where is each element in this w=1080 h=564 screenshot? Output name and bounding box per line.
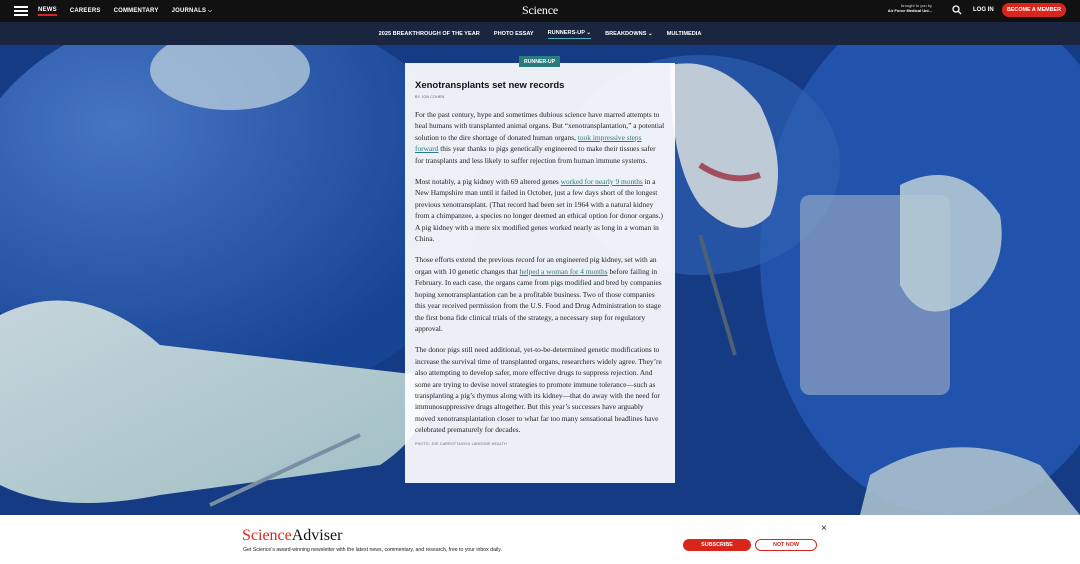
article-paragraph-2 (415, 176, 665, 244)
p3-text-b: before failing in February. In each case, the organs came from pigs modified and bred by companies hoping xenotransplantation can be a profitable business. Two of those companies this year received permission from the U.S. Food and Drug Administration to stage the first bona fide clinical trials of the strategy, a necessary step for regulatory approval. (415, 266, 662, 333)
photo-credit: PHOTO: JOE CARROTTA/NYU LANGONE HEALTH (415, 441, 507, 446)
section-navigation (0, 22, 1080, 45)
p2-link[interactable]: worked for nearly 9 months (560, 177, 643, 187)
sponsor-line-2[interactable]: Air Force Medical Uni... (887, 8, 932, 13)
p1-text-b: this year thanks to pigs genetically engineered to make their tissues safer for transplants and less likely to suffer rejection from human immune systems. (415, 144, 656, 165)
article-paragraph-1 (415, 109, 665, 166)
login-link[interactable]: LOG IN (973, 7, 994, 13)
newsletter-banner (0, 515, 1080, 564)
chevron-down-icon: ⌄ (586, 30, 592, 36)
chevron-down-icon: ⌄ (648, 30, 653, 37)
nav-commentary[interactable]: COMMENTARY (113, 8, 159, 14)
p1-link[interactable]: took impressive steps forward (415, 132, 642, 154)
logo-science-part: Science (242, 527, 292, 544)
primary-nav (38, 7, 212, 16)
runner-up-badge: RUNNER-UP (519, 56, 560, 67)
tab-breakdowns[interactable] (605, 29, 653, 39)
close-icon[interactable]: × (821, 523, 827, 534)
menu-icon[interactable] (14, 6, 28, 16)
newsletter-description: Get Science’s award-winning newsletter with the latest news, commentary, and research, free to your inbox daily. (243, 547, 502, 553)
science-adviser-logo (242, 527, 342, 545)
tab-runners-up[interactable] (548, 28, 591, 39)
tab-breakthrough[interactable]: 2025 BREAKTHROUGH OF THE YEAR (378, 30, 480, 37)
top-navigation (0, 0, 1080, 22)
nav-careers[interactable]: CAREERS (69, 8, 101, 14)
search-icon[interactable] (952, 5, 962, 15)
tab-multimedia[interactable]: MULTIMEDIA (666, 30, 702, 37)
science-logo[interactable]: Science (522, 3, 558, 17)
p2-text-b: in a New Hampshire man until it failed in October, just a few days short of the longest previous xenotransplant. (That record had been set in 1964 with a natural kidney from a chimpanzee, a species no longer deemed an ethical option for donor organs.) A pig kidney with a mere six modified genes worked nearly as long in a woman in China. (415, 177, 663, 244)
become-member-button[interactable]: BECOME A MEMBER (1002, 3, 1066, 17)
article-title: Xenotransplants set new records (415, 80, 565, 91)
p3-link[interactable]: helped a woman for 4 months (519, 266, 608, 276)
p2-text-a: Most notably, a pig kidney with 69 altered genes (415, 177, 561, 187)
nav-journals-label: JOURNALS (171, 8, 207, 14)
article-byline: BY JON COHEN (415, 95, 445, 99)
article-paragraph-3 (415, 254, 665, 334)
nav-news[interactable]: NEWS (38, 7, 57, 16)
p1-text-a: For the past century, hype and sometimes dubious science have marred attempts to heal humans with transplanted animal organs. But “xenotransplantation,” a potential solution to the dire shortage of donated human organs, (415, 110, 665, 142)
tab-runners-up-label: RUNNERS-UP (547, 30, 585, 36)
not-now-button[interactable]: NOT NOW (755, 539, 817, 551)
logo-adviser-part: Adviser (291, 527, 343, 544)
p3-text-a: Those efforts extend the previous record for an engineered pig kidney, set with an organ with 10 genetic changes that (415, 255, 657, 276)
subscribe-button[interactable]: SUBSCRIBE (683, 539, 751, 551)
tab-photo-essay[interactable]: PHOTO ESSAY (493, 30, 534, 37)
sponsor-line-1: brought to you by (901, 3, 932, 8)
nav-journals[interactable] (172, 8, 213, 14)
sponsor-notice (868, 3, 932, 13)
article-paragraph-4: The donor pigs still need additional, yet-to-be-determined genetic modifications to increase the survival time of transplanted organs, researchers widely agree. They’re also attempting to develop safer, more effective drugs to suppress rejection. And some are trying to devise novel strategies to promote immune tolerance—such as transplanting a pig’s thymus along with its kidney—that do away with the need for immunosuppressive drugs altogether. But this year’s successes have arguably moved xenotransplantation closer to what far too many sensational headlines have celebrated prematurely for decades. (415, 345, 662, 435)
chevron-down-icon: ⌵ (208, 8, 213, 14)
tab-breakdowns-label: BREAKDOWNS (605, 30, 647, 37)
article-card (405, 58, 675, 483)
